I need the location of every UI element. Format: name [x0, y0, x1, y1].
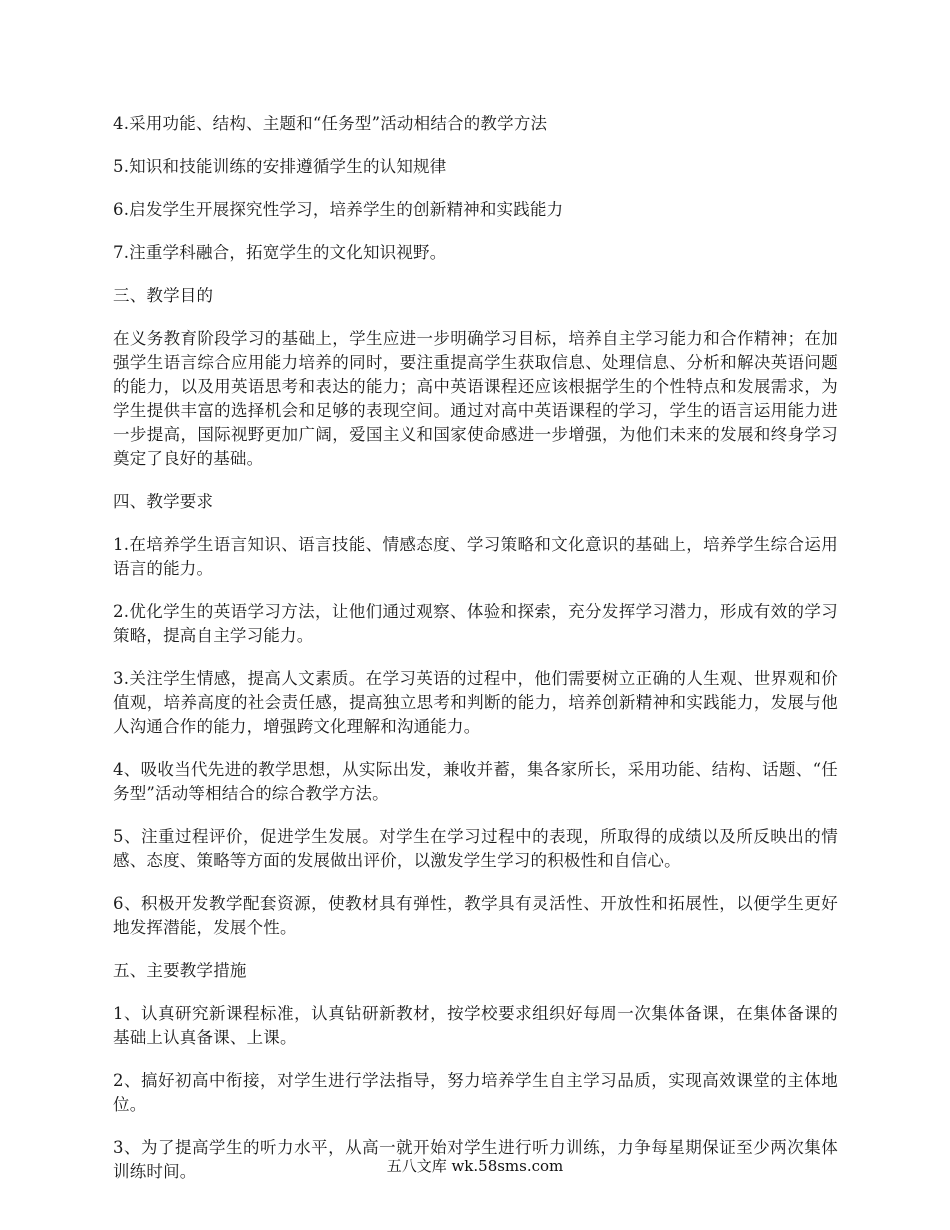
- document-body: [113, 112, 838, 1203]
- requirement-item-1: 1.在培养学生语言知识、语言技能、情感态度、学习策略和文化意识的基础上，培养学生综合运用语言的能力。: [113, 535, 838, 578]
- requirement-item-6: 6、积极开发教学配套资源，使教材具有弹性，教学具有灵活性、开放性和拓展性，以便学生更好地发挥潜能，发展个性。: [113, 894, 838, 937]
- paragraph-teaching-purpose: 在义务教育阶段学习的基础上，学生应进一步明确学习目标，培养自主学习能力和合作精神；在加强学生语言综合应用能力培养的同时，要注重提高学生获取信息、处理信息、分析和解决英语问题的能力，以及用英语思考和表达的能力；高中英语课程还应该根据学生的个性特点和发展需求，为学生提供丰富的选择机会和足够的表现空间。通过对高中英语课程的学习，学生的语言运用能力进一步提高，国际视野更加广阔，爱国主义和国家使命感进一步增强，为他们未来的发展和终身学习奠定了良好的基础。: [113, 329, 838, 468]
- footer-watermark: 五八文库 wk.58sms.com: [386, 1157, 564, 1175]
- section-heading-teaching-requirements: 四、教学要求: [113, 492, 214, 511]
- requirement-item-3: 3.关注学生情感，提高人文素质。在学习英语的过程中，他们需要树立正确的人生观、世界观和价值观，培养高度的社会责任感，提高独立思考和判断的能力，培养创新精神和实践能力，发展与他人沟通合作的能力，增强跨文化理解和沟通能力。: [113, 669, 838, 736]
- paragraph-item-7: 7.注重学科融合，拓宽学生的文化知识视野。: [113, 243, 447, 262]
- section-heading-teaching-purpose: 三、教学目的: [113, 286, 214, 305]
- measure-item-1: 1、认真研究新课程标准，认真钻研新教材，按学校要求组织好每周一次集体备课，在集体备课的基础上认真备课、上课。: [113, 1004, 838, 1047]
- section-heading-teaching-measures: 五、主要教学措施: [113, 961, 247, 980]
- requirement-item-5: 5、注重过程评价，促进学生发展。对学生在学习过程中的表现，所取得的成绩以及所反映出的情感、态度、策略等方面的发展做出评价，以激发学生学习的积极性和自信心。: [113, 827, 838, 870]
- measure-item-2: 2、搞好初高中衔接，对学生进行学法指导，努力培养学生自主学习品质，实现高效课堂的主体地位。: [113, 1071, 838, 1114]
- paragraph-item-6: 6.启发学生开展探究性学习，培养学生的创新精神和实践能力: [113, 200, 564, 219]
- requirement-item-4: 4、吸收当代先进的教学思想，从实际出发，兼收并蓄，集各家所长，采用功能、结构、话题、“任务型”活动等相结合的综合教学方法。: [113, 760, 838, 803]
- requirement-item-2: 2.优化学生的英语学习方法，让他们通过观察、体验和探索，充分发挥学习潜力，形成有效的学习策略，提高自主学习能力。: [113, 602, 838, 645]
- paragraph-item-5: 5.知识和技能训练的安排遵循学生的认知规律: [113, 157, 447, 176]
- measure-item-3: 3、为了提高学生的听力水平，从高一就开始对学生进行听力训练，力争每星期保证至少两次集体训练时间。: [113, 1138, 838, 1181]
- paragraph-item-4: 4.采用功能、结构、主题和“任务型”活动相结合的教学方法: [113, 114, 548, 133]
